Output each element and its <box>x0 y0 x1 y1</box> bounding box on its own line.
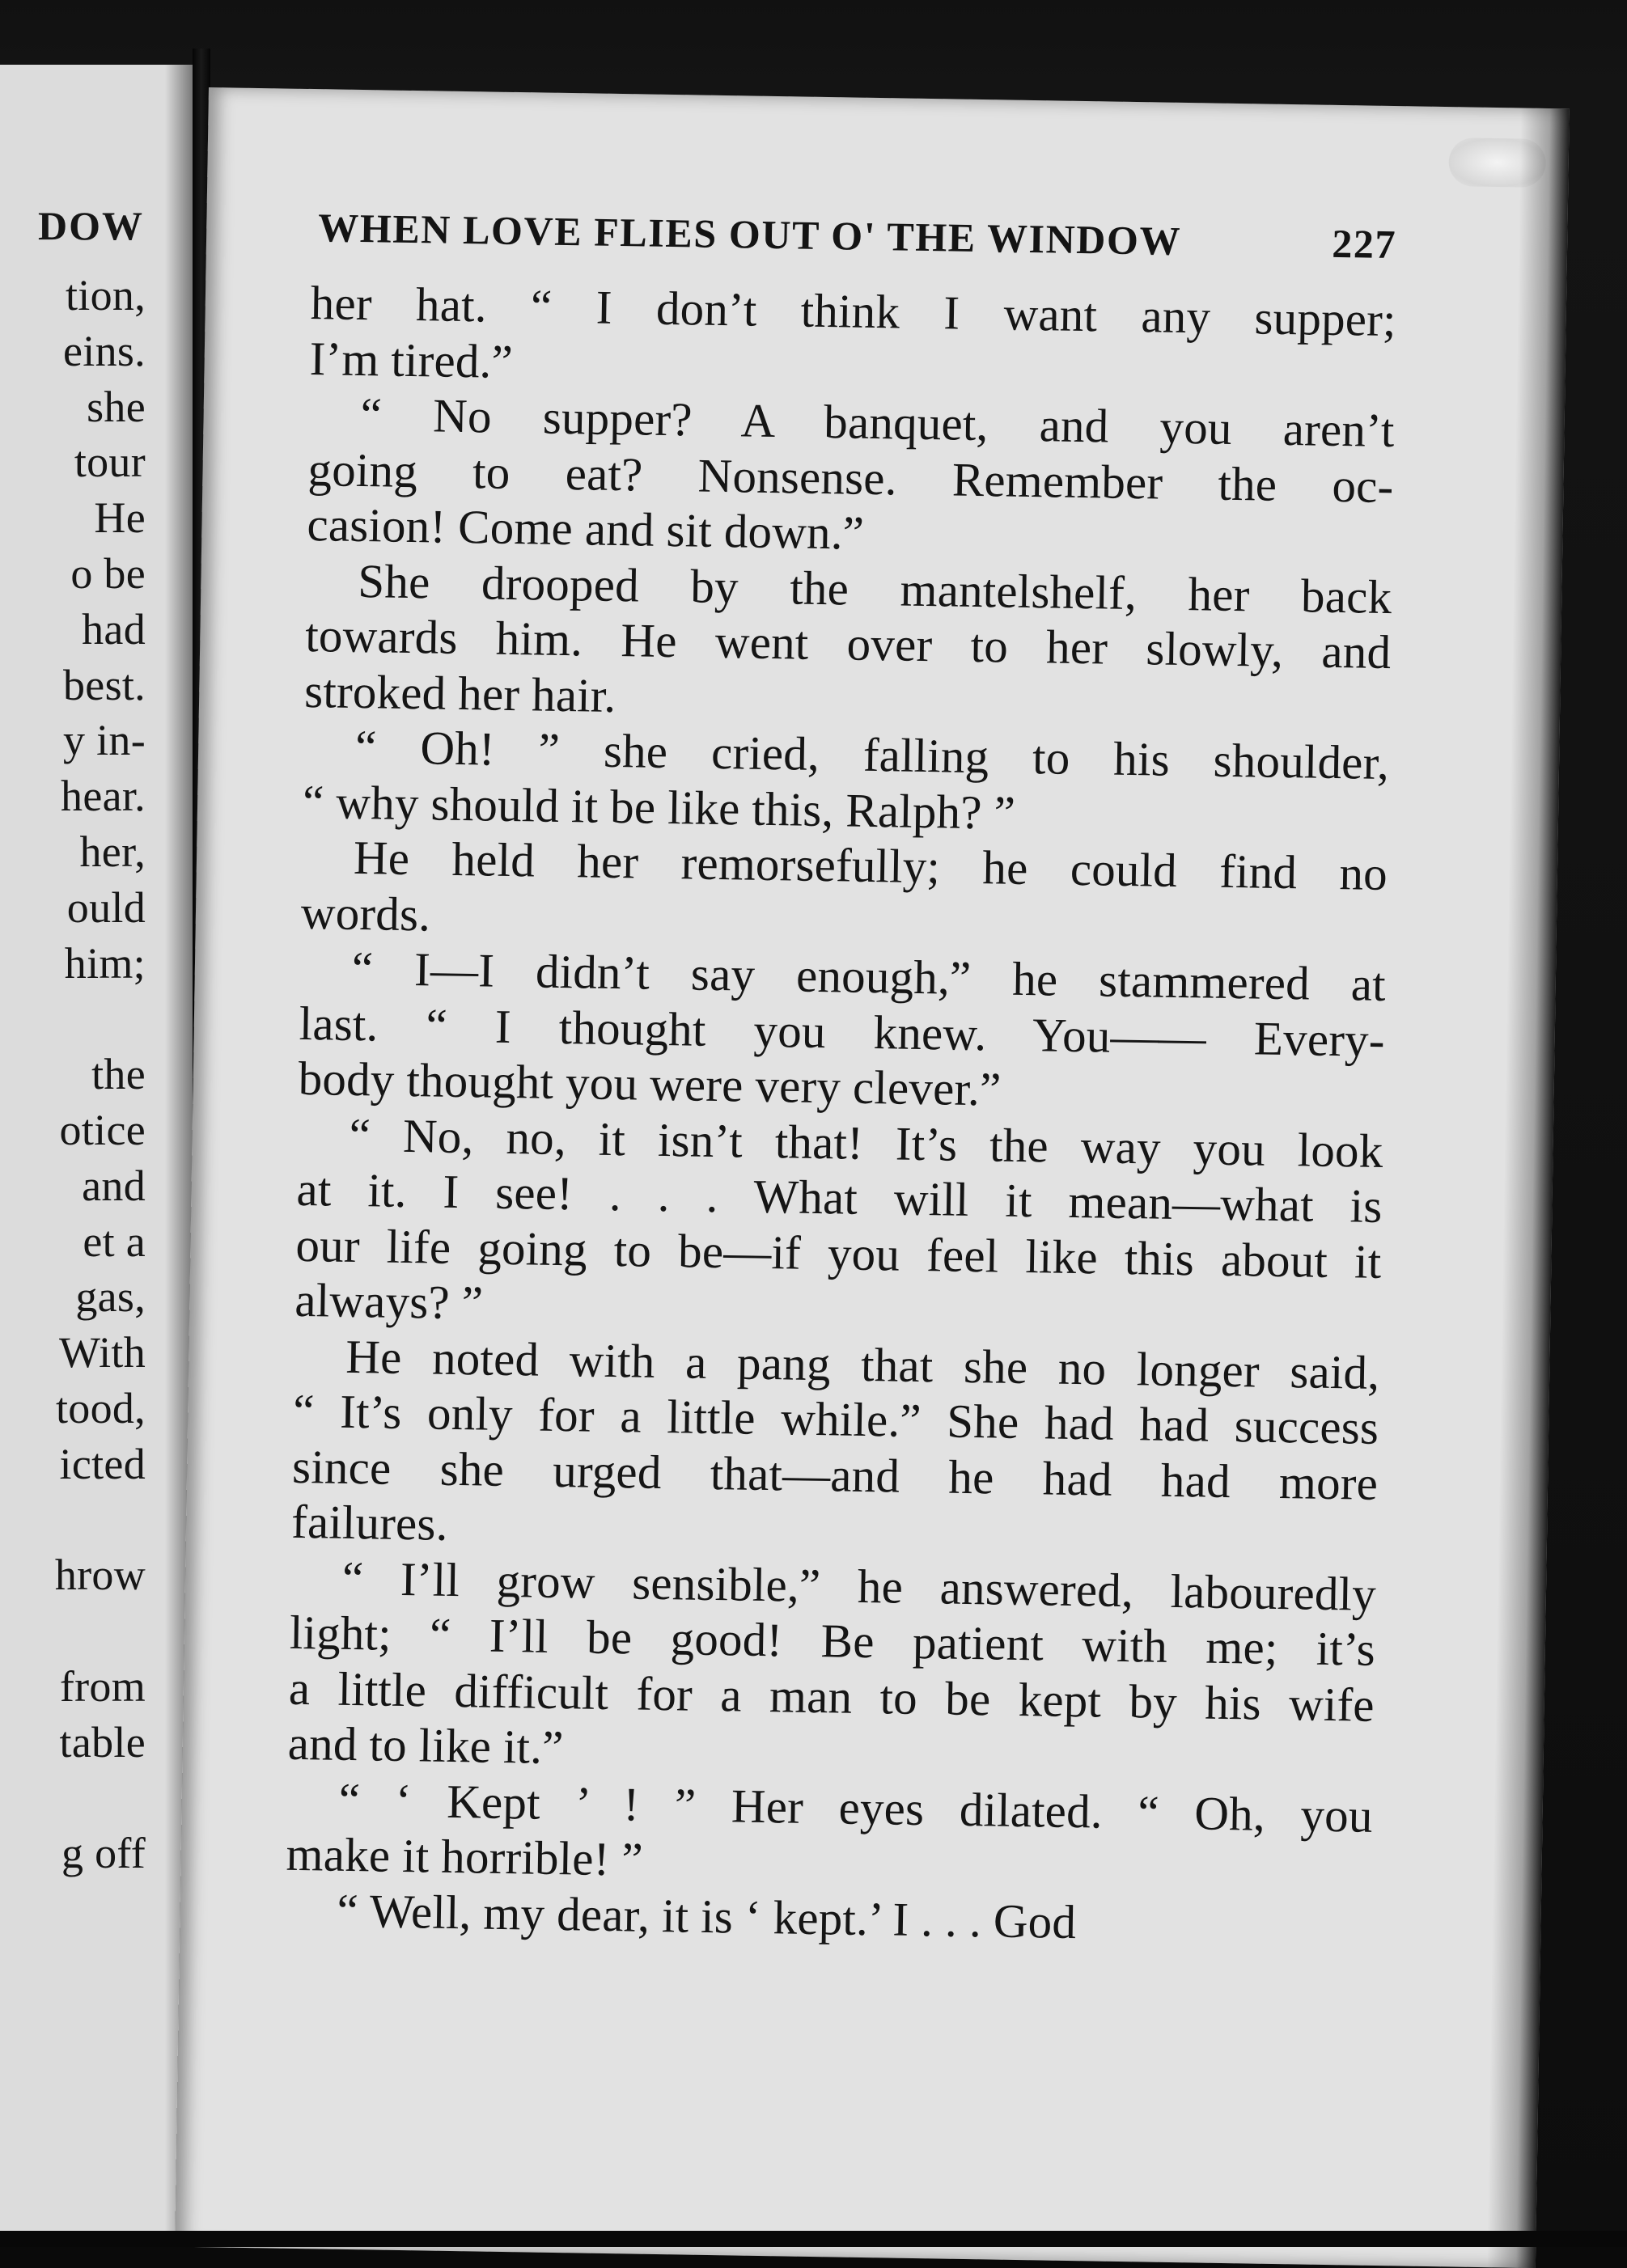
text-line: “ No supper? A banquet, and you aren’t <box>360 387 1396 458</box>
previous-page-line: had <box>82 604 146 654</box>
running-head <box>318 204 1397 268</box>
scan-bottom-edge <box>0 2231 1627 2247</box>
text-line: going to eat? Nonsense. Remember the oc- <box>307 442 1394 513</box>
text-line: at it. I see! . . . What will it mean—what is <box>296 1162 1383 1233</box>
text-line: “ Well, my dear, it is ‘ kept.’ I . . . God <box>337 1883 1077 1949</box>
previous-page-line: him; <box>64 938 146 988</box>
text-line: stroked her hair. <box>303 663 616 722</box>
text-line: make it horrible! ” <box>286 1826 644 1886</box>
previous-page-running-head: DOW <box>38 203 144 248</box>
current-page <box>175 87 1570 2268</box>
text-line: “ No, no, it isn’t that! It’s the way you look <box>349 1107 1384 1178</box>
previous-page-line: ould <box>66 882 146 932</box>
text-line: her hat. “ I don’t think I want any supper; <box>310 276 1397 347</box>
previous-page-line: from <box>59 1662 146 1711</box>
text-line: a little difficult for a man to be kept by his wife <box>288 1661 1375 1732</box>
text-line: “ why should it be like this, Ralph? ” <box>302 774 1016 840</box>
previous-page-line: the <box>91 1050 146 1099</box>
previous-page-line: tion, <box>65 271 146 319</box>
text-line: He noted with a pang that she no longer said, <box>345 1329 1380 1399</box>
previous-page-line: y in- <box>63 716 146 765</box>
text-line: body thought you were very clever.” <box>298 1051 1002 1116</box>
text-line: always? ” <box>294 1272 484 1330</box>
previous-page-line: her, <box>79 827 146 876</box>
text-line: “ Oh! ” she cried, falling to his shoulder, <box>354 719 1390 790</box>
previous-page-line: icted <box>59 1439 146 1488</box>
text-line: She drooped by the mantelshelf, her back <box>357 553 1392 624</box>
previous-page-line: best. <box>63 660 146 709</box>
previous-page-line: and <box>82 1161 146 1210</box>
text-line: last. “ I thought you knew. You—— Every- <box>299 996 1386 1067</box>
text-line: and to like it.” <box>287 1716 565 1775</box>
previous-page-line: hear. <box>61 772 146 821</box>
text-line: “ ‘ Kept ’ ! ” Her eyes dilated. “ Oh, you <box>338 1772 1374 1843</box>
previous-page-line: He <box>94 493 146 543</box>
previous-page <box>0 65 193 2247</box>
previous-page-line: With <box>58 1328 146 1377</box>
previous-page-line: tood, <box>55 1384 146 1432</box>
previous-page-line: tour <box>74 438 146 487</box>
text-line: our life going to be—if you feel like this about it <box>295 1217 1382 1288</box>
running-head-title: WHEN LOVE FLIES OUT O' THE WINDOW <box>317 205 1182 264</box>
text-line: towards him. He went over to her slowly, and <box>304 607 1392 679</box>
previous-page-line: otice <box>59 1106 146 1154</box>
previous-page-line: table <box>59 1717 146 1767</box>
text-line: since she urged that—and he had had more <box>291 1439 1379 1510</box>
previous-page-line: o be <box>70 549 146 598</box>
text-line: failures. <box>290 1494 449 1551</box>
page-number: 227 <box>1331 220 1397 268</box>
text-line: He held her remorsefully; he could find no <box>353 830 1388 900</box>
previous-page-line: hrow <box>54 1551 146 1600</box>
previous-page-line: gas, <box>75 1272 146 1322</box>
previous-page-line: g off <box>61 1829 146 1878</box>
text-line: “ I’ll grow sensible,” he answered, labouredly <box>341 1551 1377 1621</box>
previous-page-line: et a <box>83 1217 146 1266</box>
text-line: words. <box>300 885 431 941</box>
text-line: “ I—I didn’t say enough,” he stammered at <box>351 941 1387 1011</box>
page-body-text <box>285 275 1396 1954</box>
previous-page-line: eins. <box>63 326 146 375</box>
previous-page-line: she <box>87 382 146 431</box>
text-line: I’m tired.” <box>309 331 514 388</box>
text-line: “ It’s only for a little while.” She had had success <box>292 1383 1379 1454</box>
text-line: light; “ I’ll be good! Be patient with me; it’s <box>289 1605 1376 1676</box>
text-line: casion! Come and sit down.” <box>307 497 865 560</box>
